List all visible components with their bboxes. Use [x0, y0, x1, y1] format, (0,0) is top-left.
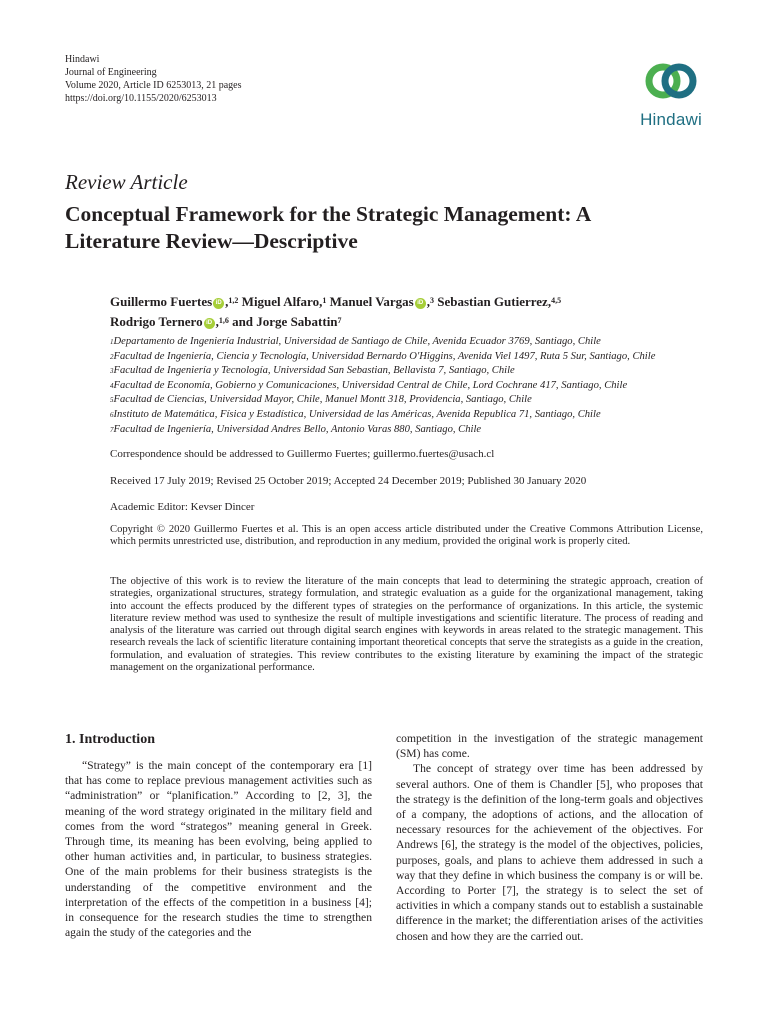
- orcid-icon[interactable]: iD: [415, 298, 426, 309]
- affiliation-item: [110, 379, 710, 394]
- body-column-left: [65, 758, 372, 940]
- author-name: Rodrigo Ternero: [110, 314, 203, 329]
- affiliation-text: Departamento de Ingeniería Industrial, Universidad de Santiago de Chile, Avenida Ecuador 3769, Santiago, Chile: [113, 336, 601, 347]
- publisher-name: Hindawi: [65, 54, 100, 65]
- author-name: Manuel Vargas: [329, 294, 414, 309]
- body-column-right: [396, 731, 703, 944]
- affiliation-item: [110, 364, 710, 379]
- author-affil-sup: 1,2: [228, 296, 239, 305]
- correspondence-line: Correspondence should be addressed to Guillermo Fuertes; guillermo.fuertes@usach.cl: [110, 448, 495, 460]
- affiliation-list: [110, 335, 710, 437]
- doi-link[interactable]: https://doi.org/10.1155/2020/6253013: [65, 93, 217, 104]
- affiliation-number: 6: [110, 410, 114, 419]
- volume-info: Volume 2020, Article ID 6253013, 21 pages: [65, 80, 242, 91]
- affiliation-number: 3: [110, 367, 114, 376]
- author-affil-sup: 7: [337, 316, 342, 325]
- dates-line: Received 17 July 2019; Revised 25 October 2019; Accepted 24 December 2019; Published 30 January 2020: [110, 475, 587, 487]
- hindawi-logo-icon: [643, 53, 699, 109]
- author-name: Guillermo Fuertes: [110, 294, 213, 309]
- hindawi-logo: [632, 53, 710, 133]
- affiliation-item: [110, 393, 710, 408]
- copyright-notice: Copyright © 2020 Guillermo Fuertes et al. This is an open access article distributed under the Creative Commons Attribution License, which permits unrestricted use, distribution, and reproduction in any medium, provided the original work is properly cited.: [110, 524, 703, 548]
- author-list: Guillermo Fuertes iD ,$^{1,2}$ Miguel Alfaro,$^1$ Manuel Vargas iD ,$^3$ Sebastian Gutierrez,$^{4,5}$ Rodrigo Ternero iD ,$^{1,6}$ and Jorge Sabattin$^7$: [110, 294, 562, 329]
- affiliation-item: [110, 350, 710, 365]
- author-affil-sup: 1,6: [218, 316, 229, 325]
- author-affil-sup: 4,5: [551, 296, 562, 305]
- article-title: Conceptual Framework for the Strategic Management: A Literature Review—Descriptive: [65, 202, 591, 253]
- journal-name: Journal of Engineering: [65, 67, 157, 78]
- author-affil-sup: 3: [429, 296, 434, 305]
- academic-editor: Academic Editor: Kevser Dincer: [110, 501, 255, 513]
- affiliation-number: 5: [110, 396, 114, 405]
- article-type: Review Article: [65, 170, 188, 194]
- section-heading: 1. Introduction: [65, 732, 155, 747]
- affiliation-item: [110, 335, 710, 350]
- author-name: Sebastian Gutierrez,: [437, 294, 552, 309]
- affiliation-number: 1: [110, 338, 114, 346]
- author-name: and Jorge Sabattin: [232, 314, 338, 329]
- affiliation-text: Facultad de Ingeniería y Tecnología, Universidad San Sebastian, Bellavista 7, Santiago, Chile: [113, 365, 515, 377]
- body-paragraph: The concept of strategy over time has been addressed by several authors. One of them is Chandler [5], who proposes that the strategy is the definition of the long-term goals and objectives of a company, the adoptions of actions, and the allocation of necessary resources for the achievement of the objectives. For Andrews [6], the strategy is the model of the objectives, policies, purposes, goals, and plans to achieve them addressed in such a way that they define in which business the company is or will be. According to Porter [7], the strategy is to select the set of activities in which a company stands out to establish a sustainable difference in the market; the differentiation arises of the activities chosen and how they are the carried out.: [396, 762, 703, 943]
- affiliation-number: 4: [110, 381, 114, 390]
- affiliation-item: [110, 423, 710, 438]
- logo-wordmark: Hindawi: [640, 110, 702, 129]
- affiliation-text: Facultad de Economía, Gobierno y Comunicaciones, Universidad Central de Chile, Lord Cochrane 417, Santiago, Chile: [113, 379, 628, 391]
- orcid-icon[interactable]: iD: [204, 318, 215, 329]
- abstract-text: The objective of this work is to review the literature of the main concepts that lead to determining the strategic approach, creation of strategies, organizational structures, strategy formulation, and strategic evaluation as a guide for the organizational management, taking into account the effects produced by the different types of strategies on the performance of organizations. In this article, the systemic literature review method was used to synthesize the result of multiple investigations and scientific literature. The process of reading and analysis of the literature was carried out through digital search engines with keywords in areas related to the strategic management. This research reveals the lack of scientific literature containing important theoretical concepts that serve the strategists as a guide in the creation, formulation, and evaluation of strategies. This review contributes to the existing literature by examining the impact of the strategic management on the organizational performance.: [110, 576, 703, 674]
- affiliation-number: 7: [110, 425, 114, 434]
- affiliation-text: Facultad de Ingeniería, Ciencia y Tecnología, Universidad Bernardo O'Higgins, Avenida Viel 1497, Ruta 5 Sur, Santiago, Chile: [113, 350, 656, 362]
- affiliation-number: 2: [110, 352, 114, 361]
- author-name: Miguel Alfaro,: [241, 294, 323, 309]
- affiliation-text: Instituto de Matemática, Física y Estadística, Universidad de las Américas, Avenida Republica 71, Santiago, Chile: [113, 408, 601, 420]
- orcid-icon[interactable]: iD: [213, 298, 224, 309]
- body-paragraph-continuation: competition in the investigation of the strategic management (SM) has come.: [396, 732, 703, 761]
- body-paragraph: “Strategy” is the main concept of the contemporary era [1] that has come to replace previous management activities such as “administration” or “planification.” According to [2, 3], the meaning of the word strategy originated in the military field and comes from the word “strategos” meaning general in Greek. Through time, its meaning has been evolving, being applied to other human activities and, in particular, to business strategies. One of the main problems for their business strategists is the understanding of the competitive environment and the interpretation of the effects of the competition in a business [4]; in consequence for the research studies the time to strengthen again the study of the categories and the: [65, 759, 372, 940]
- affiliation-text: Facultad de Ingeniería, Universidad Andres Bello, Antonio Varas 880, Santiago, Chile: [113, 423, 482, 435]
- journal-metadata: [65, 53, 241, 105]
- affiliation-text: Facultad de Ciencias, Universidad Mayor, Chile, Manuel Montt 318, Providencia, Santiago, Chile: [113, 394, 532, 406]
- affiliation-item: [110, 408, 710, 423]
- author-affil-sup: 1: [322, 296, 327, 305]
